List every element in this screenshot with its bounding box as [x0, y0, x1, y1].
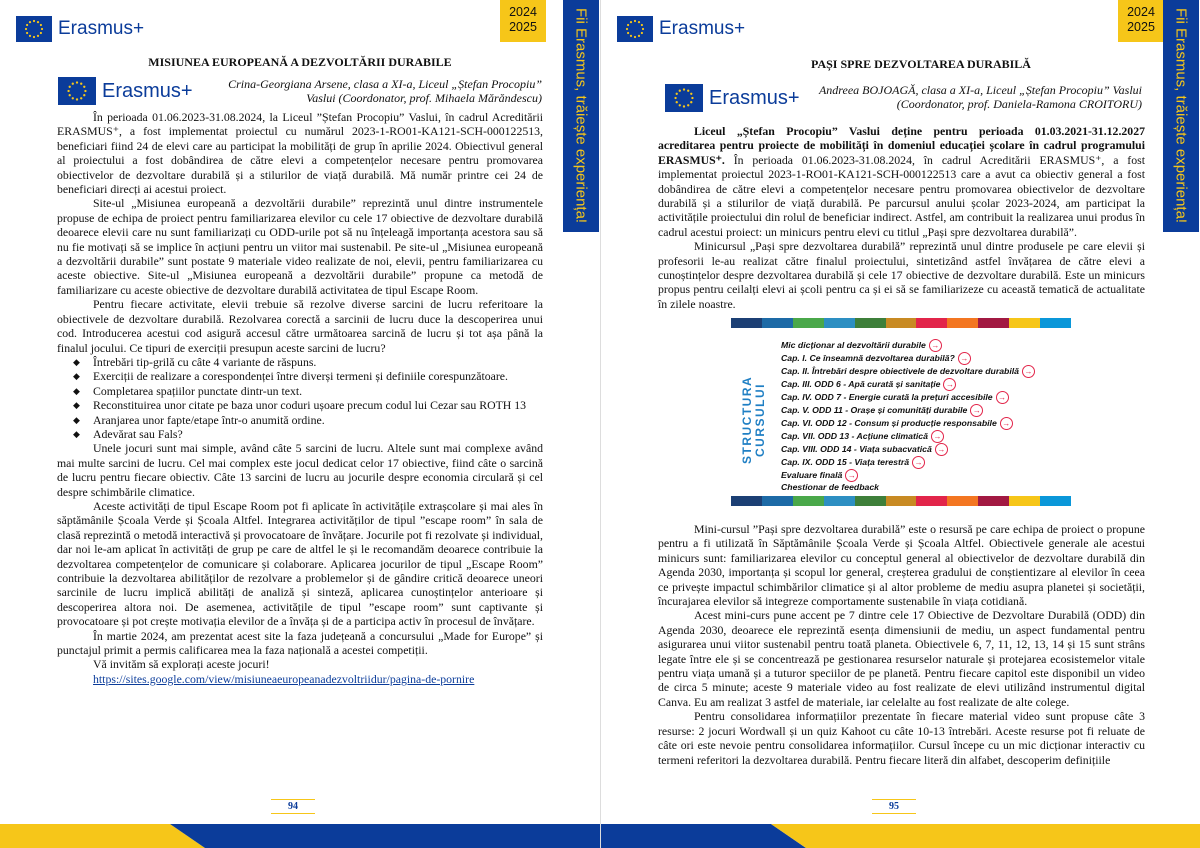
- tagline-text: Fii Erasmus, trăiește experiența!: [572, 8, 590, 224]
- coordinator-line: (Coordonator, prof. Daniela-Ramona CROITORU): [896, 97, 1142, 111]
- course-item-label: Cap. III. ODD 6 - Apă curată și sanitație: [781, 378, 941, 389]
- course-item[interactable]: [781, 378, 1035, 391]
- erasmus-logo-text: Erasmus+: [102, 79, 193, 102]
- course-item[interactable]: [781, 352, 1035, 365]
- year-start: 2024: [509, 5, 537, 19]
- course-item-label: Mic dicționar al dezvoltării durabile: [781, 339, 926, 350]
- author-block: [182, 77, 542, 105]
- course-item-label: Chestionar de feedback: [781, 482, 880, 492]
- paragraph: Mini-cursul ”Pași spre dezvoltarea durabilă” este o resursă pe care echipa de proiect o propune pentru a fi utilizată în Săptămânile Școala Verde și Școala Altfel. Obiectivele generale ale acestui minicurs sunt: familiarizarea elevilor cu conceptul general al obiectivelor de dezvoltare durabilă din Agenda 2030, importanța și scopul lor general, creșterea gradului de conștientizare al elevilor în ceea ce privește impactul schimbărilor climatice și al altor probleme de mediu asupra planetei și societății, încurajarea elevilor să integreze comportamente sustenabile în viața cotidiană.: [658, 522, 1145, 609]
- stripe-segment: [731, 318, 762, 328]
- paragraph: Site-ul „Misiunea europeană a dezvoltării durabile” reprezintă unul dintre instrumentele propuse de echipa de proiect pentru familiarizarea elevilor cu cele 17 obiective de dezvoltare durabilă deoarece elevii care nu sunt familiarizați cu ODD-urile pot să nu înțeleagă importanța acestora sau să nu fie motivați să se implice în acțiuni pentru un viitor mai sustenabil. Pe site-ul „Misiunea europeană a dezvoltării durabile” sunt postate 9 materiale video realizate de noi, elevii, pentru familiarizarea cu aceste obiective. Site-ul „Misiunea europeană a dezvoltării durabile” propune ca metodă de familiarizare cu aceste obiective de dezvoltare durabilă activitatea de tipul Escape Room.: [57, 196, 543, 297]
- paragraph: [658, 124, 1145, 239]
- paragraph: În martie 2024, am prezentat acest site la faza județeană a concursului „Made for Europe” și punctajul primit a permis calificarea mea la faza națională a acestei competiții.: [57, 628, 543, 658]
- right-page: [600, 0, 1200, 848]
- course-item-label: Cap. IV. ODD 7 - Energie curată la prețuri accesibile: [781, 391, 993, 402]
- stripe-segment: [886, 318, 917, 328]
- list-item: ◆ Exerciții de realizare a corespondenței între diverși termeni și definiile corespunzătoare.: [57, 369, 543, 383]
- course-item[interactable]: [781, 404, 1035, 417]
- erasmus-logo-text: Erasmus+: [659, 18, 746, 39]
- arrow-right-icon[interactable]: →: [958, 352, 971, 365]
- author-line: Crina-Georgiana Arsene, clasa a XI-a, Liceul „Ștefan Procopiu”: [228, 77, 542, 91]
- stripe-segment: [855, 318, 886, 328]
- course-item[interactable]: [781, 339, 1035, 352]
- stripe-segment: [1009, 496, 1040, 506]
- stripe-segment: [1040, 496, 1071, 506]
- article-title: MISIUNEA EUROPEANĂ A DEZVOLTĂRII DURABILE: [148, 55, 452, 69]
- arrow-right-icon[interactable]: →: [996, 391, 1009, 404]
- list-item: ◆ Adevărat sau Fals?: [57, 427, 543, 441]
- paragraph: Unele jocuri sunt mai simple, având câte 5 sarcini de lucru. Altele sunt mai complexe având mai multe sarcini de lucru. Cel mai complex este jocul dedicat celor 17 obiective, fiind câte o sarcină de lucru pentru fiecare obiectiv. Câte 13 sarcini de lucru au jocurile despre economia circulară și cel despre schimbările climatice.: [57, 441, 543, 499]
- arrow-right-icon[interactable]: →: [845, 469, 858, 482]
- year-start: 2024: [1127, 5, 1155, 19]
- stripe-segment: [824, 318, 855, 328]
- stripe-segment: [947, 318, 978, 328]
- course-item-label: Evaluare finală: [781, 469, 843, 480]
- erasmus-inline-logo: [58, 77, 193, 105]
- paragraph: Vă invităm să explorați aceste jocuri!: [93, 657, 270, 672]
- course-structure-label: STRUCTURA CURSULUI: [740, 375, 767, 465]
- stripe-segment: [824, 496, 855, 506]
- stripe-segment: [978, 318, 1009, 328]
- arrow-right-icon[interactable]: →: [1022, 365, 1035, 378]
- stripe-segment: [978, 496, 1009, 506]
- stripe-segment: [947, 496, 978, 506]
- coordinator-line: Vaslui (Coordonator, prof. Mihaela Mărăndescu): [306, 91, 542, 105]
- arrow-right-icon[interactable]: →: [943, 378, 956, 391]
- eu-flag-icon: [665, 84, 703, 112]
- year-end: 2025: [509, 20, 537, 34]
- article-body-bottom: [658, 522, 1145, 767]
- course-item[interactable]: [781, 391, 1035, 404]
- page-number: 94: [271, 799, 315, 814]
- arrow-right-icon[interactable]: →: [931, 430, 944, 443]
- arrow-right-icon[interactable]: →: [970, 404, 983, 417]
- course-item-label: Cap. VI. ODD 12 - Consum și producție responsabile: [781, 417, 997, 428]
- eu-flag-icon: [16, 16, 52, 42]
- arrow-right-icon[interactable]: →: [929, 339, 942, 352]
- course-item[interactable]: [781, 417, 1035, 430]
- erasmus-logo-text: Erasmus+: [709, 86, 800, 109]
- stripe-segment: [762, 318, 793, 328]
- year-tab: [1118, 0, 1164, 42]
- paragraph: Pentru consolidarea informațiilor prezentate în fiecare material video sunt propuse câte 3 resurse: 2 jocuri Wordwall și un quiz Kahoot cu câte 10-13 întrebări. Aceste resurse pot fi reluate de câte ori este nevoie pentru consolidarea informațiilor. Cursul începe cu un mic dicționar interactiv cu termeni referitori la dezvoltarea durabilă. Pentru fiecare literă din alfabet, descoperim definițiile: [658, 709, 1145, 767]
- course-structure-figure: [731, 318, 1071, 508]
- arrow-right-icon[interactable]: →: [912, 456, 925, 469]
- arrow-right-icon[interactable]: →: [935, 443, 948, 456]
- article-body: [57, 110, 543, 686]
- course-item[interactable]: [781, 456, 1035, 469]
- course-contents: [781, 339, 1035, 493]
- stripe-segment: [916, 318, 947, 328]
- year-tab: [500, 0, 546, 42]
- footer-band: [0, 824, 600, 848]
- course-item-label: Cap. V. ODD 11 - Orașe și comunități durabile: [781, 404, 968, 415]
- course-item-label: Cap. I. Ce înseamnă dezvoltarea durabilă?: [781, 352, 955, 363]
- paragraph: Acest mini-curs pune accent pe 7 dintre cele 17 Obiective de Dezvoltare Durabilă (ODD) din Agenda 2030, deoarece ele reprezintă esența dimensiunii de mediu, un aspect fundamental pentru asigurarea unui viitor sustenabil pentru toată planeta. Obiectivele 6, 7, 11, 12, 13, 14 și 15 sunt strâns legate între ele și se concentrează pe gestionarea resurselor naturale și protejarea ecosistemelor vitale pentru viața umană și a tuturor speciilor de pe planetă. Pentru fiecare capitol este disponibil un video de circa 5 minute; aceste 9 materiale video au fost realizate de elevi utilizând instrumentul digital Canva. Eu am realizat 3 astfel de materiale, iar celelalte au fost realizate de alte colege.: [658, 608, 1145, 709]
- paragraph: În perioada 01.06.2023-31.08.2024, la Liceul ”Ștefan Procopiu” Vaslui, în cadrul Acreditării ERASMUS⁺, a fost implementat proiectul cu numărul 2023-1-RO01-KA121-SCH-000122513, beneficiari fiind 24 de elevi care au participat la mobilități de grup în aprilie 2024. Obiectivul general al proiectului a fost dobândirea de către elevi a competențelor necesare pentru promovarea obiectivelor de dezvoltare durabilă și a stilurilor de viață durabilă. Mă număr printre cei 24 de beneficiari direcți ai acestui proiect.: [57, 110, 543, 197]
- course-item-label: Cap. VIII. ODD 14 - Viața subacvatică: [781, 443, 932, 454]
- list-item: ◆ Completarea spațiilor punctate dintr-un text.: [57, 384, 543, 398]
- stripe-segment: [886, 496, 917, 506]
- course-item[interactable]: [781, 365, 1035, 378]
- website-link[interactable]: https://sites.google.com/view/misiuneaeuropeanadezvoltriidur/pagina-de-pornire: [93, 671, 475, 686]
- list-item: ◆ Reconstituirea unor citate pe baza unor coduri ușoare precum codul lui Cezar sau ROTH 13: [57, 398, 543, 412]
- footer-band: [601, 824, 1200, 848]
- author-line: Andreea BOJOAGĂ, clasa a XI-a, Liceul „Ștefan Procopiu” Vaslui: [818, 83, 1142, 97]
- list-item: ◆ Întrebări tip-grilă cu câte 4 variante de răspuns.: [57, 355, 543, 369]
- tagline-band: [563, 0, 599, 232]
- course-item[interactable]: [781, 443, 1035, 456]
- course-item-label: Cap. II. Întrebări despre obiectivele de dezvoltare durabilă: [781, 365, 1020, 376]
- author-block: [772, 83, 1142, 111]
- course-item[interactable]: [781, 482, 1035, 493]
- stripe-segment: [793, 318, 824, 328]
- paragraph: Minicursul „Pași spre dezvoltarea durabilă” reprezintă unul dintre produsele pe care elevii și profesorii le-au realizat către finalul proiectului, sintetizând astfel învățarea de către elevi a cunoștințelor despre dezvoltarea durabilă și cele 17 obiective de dezvoltare durabilă. Este un minicurs propus pentru ceilalți elevi ai școli pentru ca și ei să se familiarizeze cu această tematică de actualitate în zilele noastre.: [658, 239, 1145, 311]
- erasmus-logo-text: Erasmus+: [58, 18, 145, 39]
- eu-flag-icon: [58, 77, 96, 105]
- stripe-segment: [731, 496, 762, 506]
- paragraph: Aceste activități de tipul Escape Room pot fi aplicate în activitățile extrașcolare și mai ales în săptămânile Școala Verde și Școala Altfel. Integrarea activităților de tipul ”escape room” în sala de clasă reprezintă o metodă interactivă și provocatoare de învățare. Jocurile pot fi rezolvate și individual, dar noi le-am aplicat în activități de grup pe care de altfel le și le recomandăm deoarece contribuie la dezvoltarea competențelor de comunicare și colaborare. Aplicarea jocurilor de tipul „Escape Room” contribuie la dezvoltarea abilităților de rezolvare a problemelor și de gândire critică deoarece uneori sarcinile de lucru implică abilități de analiză și sinteză, aplicarea cunoștințelor anterioare și descoperirea altora noi. De asemenea, activitățile de tipul ”escape room” sunt captivante și provocatoare și pot crește motivația elevilor de a învăța și de a participa activ în procesul de învățare.: [57, 498, 543, 629]
- erasmus-header-logo: [617, 16, 745, 42]
- page-number: 95: [872, 799, 916, 814]
- stripe-segment: [1009, 318, 1040, 328]
- course-item[interactable]: [781, 430, 1035, 443]
- course-item-label: Cap. IX. ODD 15 - Viața terestră: [781, 456, 910, 467]
- course-item-label: Cap. VII. ODD 13 - Acțiune climatică: [781, 430, 928, 441]
- exercise-list: [57, 355, 543, 441]
- year-end: 2025: [1127, 20, 1155, 34]
- arrow-right-icon[interactable]: →: [1000, 417, 1013, 430]
- tagline-text: Fii Erasmus, trăiește experiența!: [1172, 8, 1190, 224]
- stripe-segment: [1040, 318, 1071, 328]
- stripe-segment: [762, 496, 793, 506]
- sdg-color-stripe: [731, 496, 1071, 506]
- sdg-color-stripe: [731, 318, 1071, 328]
- article-body-top: [658, 124, 1145, 311]
- tagline-band: [1163, 0, 1199, 232]
- paragraph: Pentru fiecare activitate, elevii trebuie să rezolve diverse sarcini de lucru referitoare la obiectivele de dezvoltare durabilă. Rezolvarea corectă a sarcinii de lucru duce la descoperirea unui cod. Introducerea acestui cod asigură accesul către următoarea sarcină de lucru și tot așa până la finalul jocului. Ce tipuri de exerciții presupun aceste sarcini de lucru?: [57, 297, 543, 355]
- intro-bold: Liceul „Ștefan Procopiu” Vaslui deține pentru perioada 01.03.2021-31.12.2027 acreditarea pentru proiecte de mobilități în domeniul educației școlare în cadrul programului ERASMUS⁺.: [658, 124, 1145, 167]
- list-item: ◆ Aranjarea unor fapte/etape într-o anumită ordine.: [57, 413, 543, 427]
- stripe-segment: [855, 496, 886, 506]
- stripe-segment: [793, 496, 824, 506]
- intro-rest: În perioada 01.06.2023-31.08.2024, în cadrul Acreditării ERASMUS⁺, a fost implementat proiectul 2023-1-RO01-KA121-SCH-000122513 care a avut ca obiectiv general a fost dobândirea de către elevi a competențelor necesare pentru promovarea obiectivelor de dezvoltare durabilă și a stilurilor de viață durabilă. Pe parcursul anului școlar 2023-2024, am participat la activitățile proiectului din rolul de beneficiar indirect. Astfel, am contribuit la realizarea unui produs în cadrul acestui proiect: un minicurs pentru elevi cu titlul „Pași spre dezvoltarea durabilă”.: [658, 152, 1145, 239]
- erasmus-header-logo: [16, 16, 144, 42]
- eu-flag-icon: [617, 16, 653, 42]
- stripe-segment: [916, 496, 947, 506]
- article-title: PAȘI SPRE DEZVOLTAREA DURABILĂ: [811, 57, 1031, 71]
- course-item[interactable]: [781, 469, 1035, 482]
